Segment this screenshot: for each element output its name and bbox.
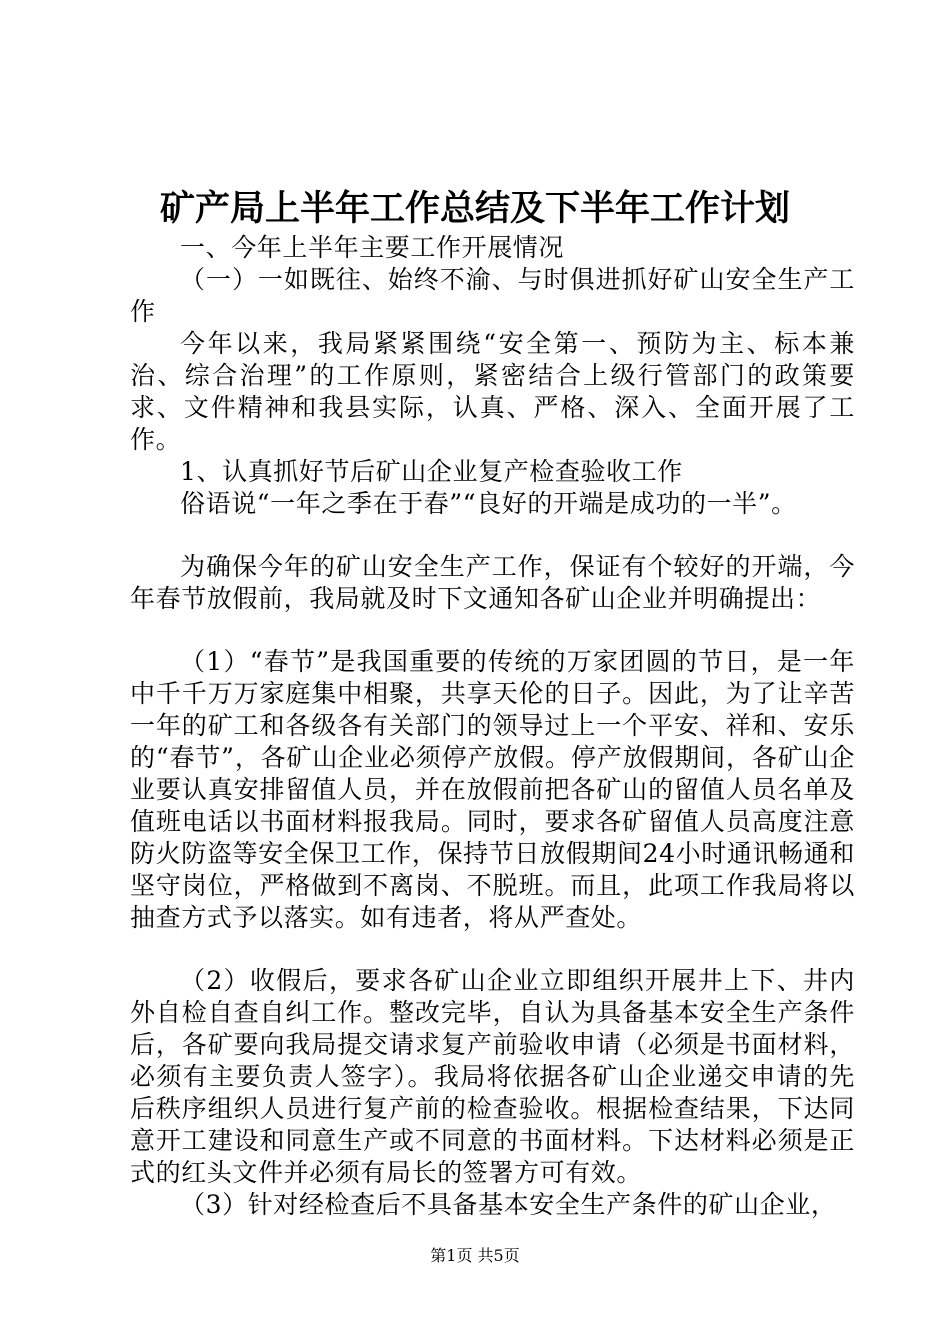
paragraph: （2）收假后，要求各矿山企业立即组织开展井上下、井内外自检自查自纠工作。整改完毕，自认为具备基本安全生产条件后，各矿要向我局提交请求复产前验收申请（必须是书面材料，必须有主要负责人签字）。我局将依据各矿山企业递交申请的先后秩序组织人员进行复产前的检查验收。根据检查结果，下达同意开工建设和同意生产或不同意的书面材料。下达材料必须是正式的红头文件并必须有局长的签署方可有效。 <box>130 966 855 1187</box>
paragraph: 今年以来，我局紧紧围绕“安全第一、预防为主、标本兼治、综合治理”的工作原则，紧密结合上级行管部门的政策要求、文件精神和我县实际，认真、严格、深入、全面开展了工作。 <box>130 329 855 454</box>
document-body <box>130 232 855 1221</box>
section-heading: 一、今年上半年主要工作开展情况 <box>180 233 565 262</box>
item-heading: 1、认真抓好节后矿山企业复产检查验收工作 <box>180 457 683 486</box>
subsection-heading: （一）一如既往、始终不渝、与时俱进抓好矿山安全生产工作 <box>130 265 855 326</box>
paragraph: （1）“春节”是我国重要的传统的万家团圆的节日，是一年中千千万万家庭集中相聚，共享天伦的日子。因此，为了让辛苦一年的矿工和各级各有关部门的领导过上一个平安、祥和、安乐的“春节”，各矿山企业必须停产放假。停产放假期间，各矿山企业要认真安排留值人员，并在放假前把各矿山的留值人员名单及值班电话以书面材料报我局。同时，要求各矿留值人员高度注意防火防盗等安全保卫工作，保持节日放假期间24小时通讯畅通和坚守岗位，严格做到不离岗、不脱班。而且，此项工作我局将以抽查方式予以落实。如有违者，将从严查处。 <box>130 647 855 932</box>
document-title: 矿产局上半年工作总结及下半年工作计划 <box>159 189 790 229</box>
paragraph: 俗语说“一年之季在于春”“良好的开端是成功的一半”。 <box>180 489 797 518</box>
paragraph: （3）针对经检查后不具备基本安全生产条件的矿山企业， <box>180 1190 837 1219</box>
page-footer: 第1页 共5页 <box>430 1246 520 1265</box>
paragraph: 为确保今年的矿山安全生产工作，保证有个较好的开端，今年春节放假前，我局就及时下文通知各矿山企业并明确提出： <box>130 552 855 613</box>
